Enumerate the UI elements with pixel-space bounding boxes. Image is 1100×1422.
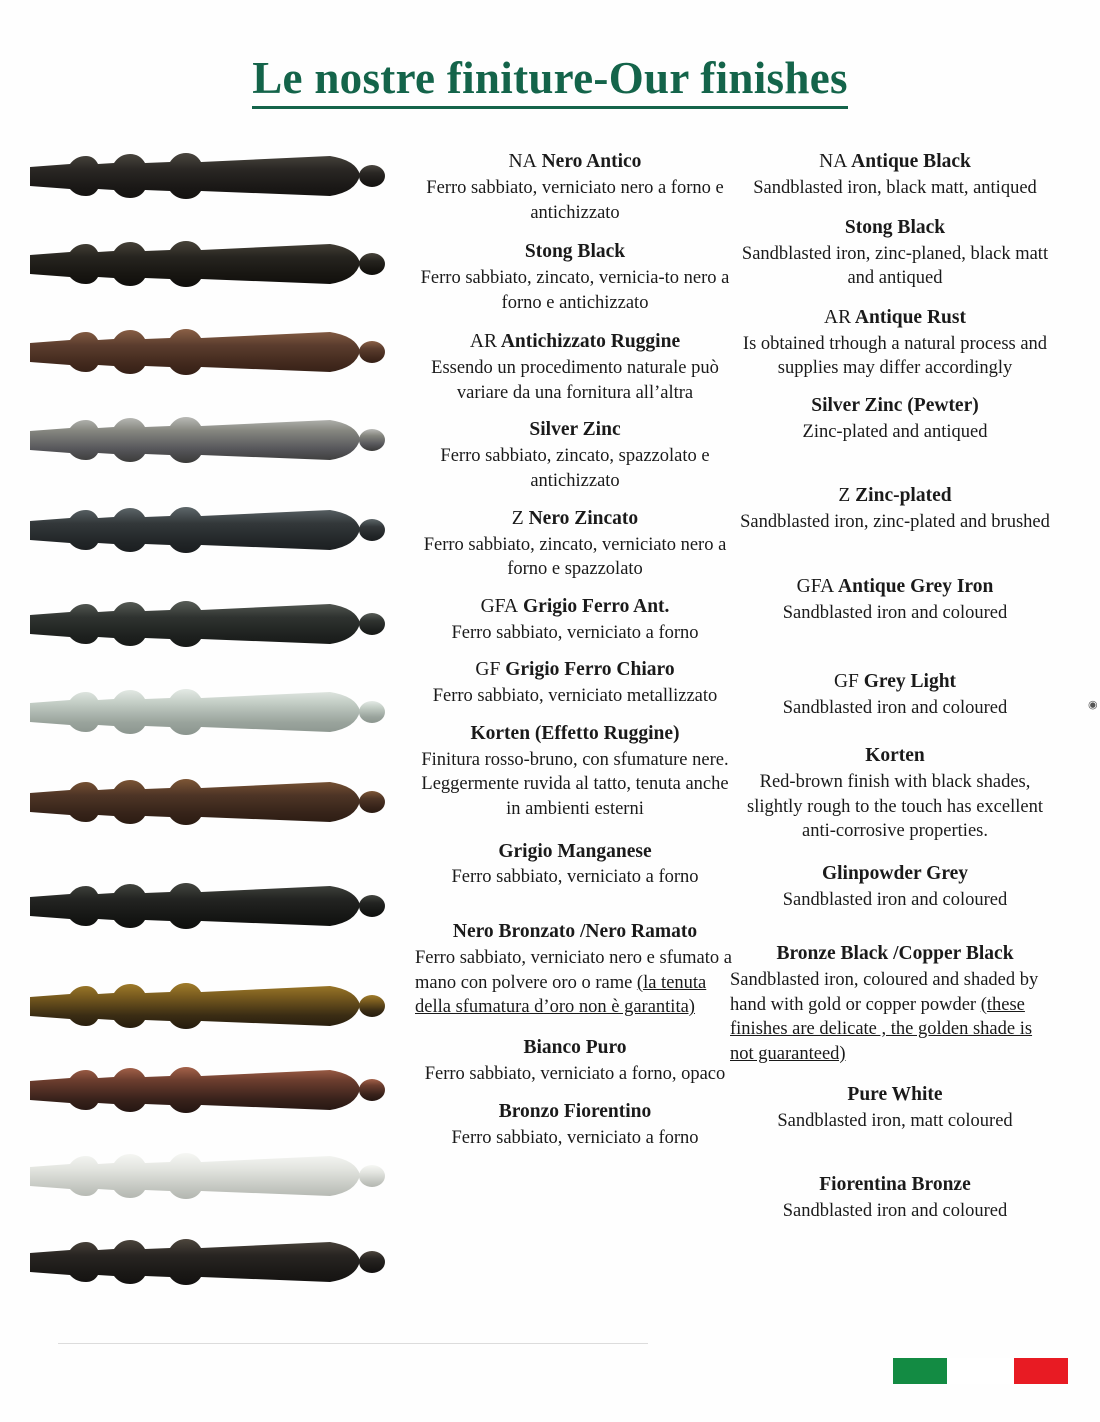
sample-bronzo-fiorentino — [30, 1236, 420, 1288]
finial-shape-icon — [30, 880, 385, 932]
finish-heading — [415, 330, 735, 355]
entry-en-pure-white — [730, 1083, 1060, 1134]
finish-description: Sandblasted iron and coloured — [782, 889, 1008, 910]
flag-spacer — [1000, 1358, 1014, 1384]
finish-heading — [730, 744, 1060, 769]
entry-en-stong-black — [730, 216, 1060, 291]
finial-shape-icon — [30, 686, 385, 738]
finish-description — [730, 968, 1060, 1066]
entry-it-grigio-ferro-chiaro — [415, 658, 735, 709]
finial-shape-icon — [30, 776, 385, 828]
sample-nero-ramato — [30, 1064, 420, 1116]
finish-name: Antique Rust — [854, 306, 966, 328]
finish-description: Zinc-plated and antiqued — [802, 421, 988, 442]
finish-description: Finitura rosso-bruno, con sfumature nere. Leggermente ruvida al tatto, tenuta anche in ambienti esterni — [421, 749, 729, 819]
sample-bianco-puro — [30, 1150, 420, 1202]
finish-name: Silver Zinc (Pewter) — [811, 394, 979, 416]
finish-name: Stong Black — [844, 216, 946, 238]
finish-name: Antique Black — [851, 151, 971, 172]
italian-descriptions-column — [415, 150, 735, 1151]
finish-description: Ferro sabbiato, verniciato a forno — [451, 867, 699, 888]
sample-grigio-ferro-antico — [30, 598, 420, 650]
finish-code: GFA — [480, 595, 519, 617]
finish-heading — [730, 150, 1060, 175]
finish-heading — [730, 216, 1060, 241]
finish-heading — [730, 1083, 1060, 1108]
sample-grigio-manganese — [30, 880, 420, 932]
entry-it-bianco-puro — [415, 1036, 735, 1087]
finish-description: Is obtained trhough a natural process and supplies may differ accordingly — [742, 333, 1048, 379]
finish-description: Red-brown finish with black shades, slightly rough to the touch has excellent anti-corrosive properties. — [747, 771, 1043, 842]
finish-heading — [415, 840, 735, 865]
finish-name: Stong Black — [524, 241, 626, 263]
flag-red-band — [1014, 1358, 1068, 1384]
finish-code: NA — [819, 151, 848, 172]
finish-description: Ferro sabbiato, zincato, verniciato nero a forno e spazzolato — [423, 534, 727, 580]
finish-heading — [730, 394, 1060, 419]
finish-name: Glinpowder Grey — [821, 862, 969, 884]
finish-description: Ferro sabbiato, zincato, spazzolato e antichizzato — [440, 446, 710, 491]
finish-name: Grigio Manganese — [498, 840, 652, 862]
finish-name: Pure White — [847, 1083, 943, 1105]
finish-name: Nero Antico — [541, 151, 642, 172]
finish-description: Ferro sabbiato, verniciato a forno — [451, 622, 699, 643]
entry-it-korten — [415, 722, 735, 822]
finish-code: GF — [475, 659, 501, 681]
entry-it-nero-bronzato-ramato — [415, 920, 735, 1020]
entry-it-grigio-ferro-antico — [415, 595, 735, 646]
sample-silver-zinc — [30, 414, 420, 466]
sample-stong-black — [30, 238, 420, 290]
entry-en-bronze-copper-black — [730, 942, 1060, 1066]
finish-code: AR — [824, 306, 852, 328]
finish-name: Grigio Ferro Ant. — [523, 595, 670, 617]
finish-name: Korten — [865, 745, 925, 767]
finial-shape-icon — [30, 326, 385, 378]
footer-divider — [58, 1343, 648, 1344]
finish-description: Ferro sabbiato, verniciato a forno, opaco — [424, 1063, 726, 1084]
finial-shape-icon — [30, 980, 385, 1032]
finish-name: Fiorentina Bronze — [819, 1174, 971, 1196]
finish-name: Zinc-plated — [855, 485, 952, 507]
page-title-text: Le nostre finiture-Our finishes — [252, 53, 848, 109]
finish-name: Bronze Black /Copper Black — [776, 943, 1014, 965]
finish-code: Z — [838, 485, 851, 507]
finish-description: Sandblasted iron, black matt, antiqued — [753, 177, 1037, 198]
finish-description: Ferro sabbiato, verniciato a forno — [451, 1128, 699, 1149]
italian-flag-icon — [893, 1358, 1068, 1384]
entry-it-silver-zinc — [415, 418, 735, 493]
entry-it-nero-zincato — [415, 507, 735, 582]
finial-shape-icon — [30, 238, 385, 290]
finial-shape-icon — [30, 1150, 385, 1202]
sample-grigio-ferro-chiaro — [30, 686, 420, 738]
entry-en-antique-grey-iron — [730, 575, 1060, 626]
entry-it-antichizzato-ruggine — [415, 330, 735, 405]
finish-heading — [415, 507, 735, 532]
finial-shape-icon — [30, 598, 385, 650]
finish-heading — [730, 484, 1060, 509]
finish-description: Sandblasted iron, matt coloured — [777, 1110, 1013, 1131]
finish-heading — [415, 920, 735, 945]
entry-en-antique-black — [730, 150, 1060, 201]
finish-heading — [415, 595, 735, 620]
entry-it-nero-antico — [415, 150, 735, 225]
finish-name: Silver Zinc — [529, 419, 621, 441]
flag-white-band — [947, 1358, 1001, 1384]
finial-shape-icon — [30, 1064, 385, 1116]
finish-name: Korten (Effetto Ruggine) — [470, 722, 680, 744]
finish-description-main: Sandblasted iron, coloured and shaded by hand with gold or copper powder — [730, 970, 1039, 1015]
finish-heading — [415, 418, 735, 443]
finish-name: Grey Light — [863, 671, 957, 693]
finish-description: Ferro sabbiato, verniciato metallizzato — [432, 686, 718, 707]
finish-description: Sandblasted iron, zinc-plated and brushed — [740, 512, 1050, 533]
entry-en-fiorentina-bronze — [730, 1173, 1060, 1224]
finish-name: Nero Bronzato /Nero Ramato — [452, 921, 698, 943]
finish-code: NA — [508, 151, 537, 172]
finish-description: Essendo un procedimento naturale può variare da una fornitura all’altra — [431, 358, 719, 403]
finish-name: Grigio Ferro Chiaro — [505, 659, 675, 681]
page-edge-mark-icon: ◉ — [1088, 699, 1098, 711]
sample-nero-antico — [30, 150, 420, 202]
entry-it-grigio-manganese — [415, 840, 735, 891]
finish-name: Nero Zincato — [528, 507, 639, 529]
finish-description: Sandblasted iron, zinc-planed, black matt and antiqued — [741, 243, 1049, 289]
finish-description: Sandblasted iron and coloured — [782, 602, 1008, 623]
finial-shape-icon — [30, 504, 385, 556]
entry-it-stong-black — [415, 240, 735, 315]
finish-code: GF — [833, 671, 859, 693]
finish-name: Antichizzato Ruggine — [500, 331, 681, 353]
entry-en-grey-light — [730, 670, 1060, 721]
finish-heading — [415, 150, 735, 175]
finial-shape-icon — [30, 150, 385, 202]
entry-en-glinpowder-grey — [730, 862, 1060, 913]
entry-en-antique-rust — [730, 306, 1060, 381]
sample-nero-bronzato — [30, 980, 420, 1032]
finish-code: GFA — [796, 575, 835, 597]
finish-heading — [730, 670, 1060, 695]
finish-description-main: Ferro sabbiato, verniciato nero e sfumato a mano con polvere oro o rame — [415, 948, 732, 993]
finish-description-note: (these finishes are delicate , the golden shade is not guaranteed) — [730, 994, 1033, 1065]
finish-samples-column — [30, 150, 420, 1288]
entry-en-zinc-plated — [730, 484, 1060, 535]
finish-description: Ferro sabbiato, zincato, vernicia-to nero a forno e antichizzato — [420, 268, 730, 313]
finish-description: Sandblasted iron and coloured — [782, 1201, 1008, 1222]
finish-heading — [730, 942, 1060, 967]
finish-heading — [730, 306, 1060, 331]
finish-heading — [415, 722, 735, 747]
finish-heading — [415, 1100, 735, 1125]
finish-description: Sandblasted iron and coloured — [782, 698, 1008, 719]
finish-code: AR — [469, 331, 497, 353]
entry-en-korten — [730, 744, 1060, 844]
finish-heading — [415, 240, 735, 265]
entry-it-bronzo-fiorentino — [415, 1100, 735, 1151]
finish-heading — [415, 1036, 735, 1061]
english-descriptions-column — [730, 150, 1060, 1224]
finish-description — [415, 946, 735, 1020]
flag-green-band — [893, 1358, 947, 1384]
finish-heading — [730, 862, 1060, 887]
finish-heading — [415, 658, 735, 683]
sample-nero-zincato — [30, 504, 420, 556]
page-title — [0, 52, 1100, 104]
finish-description-note: (la tenuta della sfumatura d’oro non è garantita) — [415, 972, 707, 1018]
finish-name: Bianco Puro — [523, 1036, 627, 1058]
finish-code: Z — [511, 507, 524, 529]
finish-name: Bronzo Fiorentino — [498, 1101, 652, 1123]
finish-description: Ferro sabbiato, verniciato nero a forno e antichizzato — [426, 177, 724, 223]
entry-en-silver-zinc — [730, 394, 1060, 445]
finial-shape-icon — [30, 1236, 385, 1288]
finish-name: Antique Grey Iron — [838, 575, 994, 597]
finish-heading — [730, 1173, 1060, 1198]
sample-korten — [30, 776, 420, 828]
sample-antichizzato-ruggine — [30, 326, 420, 378]
finial-shape-icon — [30, 414, 385, 466]
finish-heading — [730, 575, 1060, 600]
